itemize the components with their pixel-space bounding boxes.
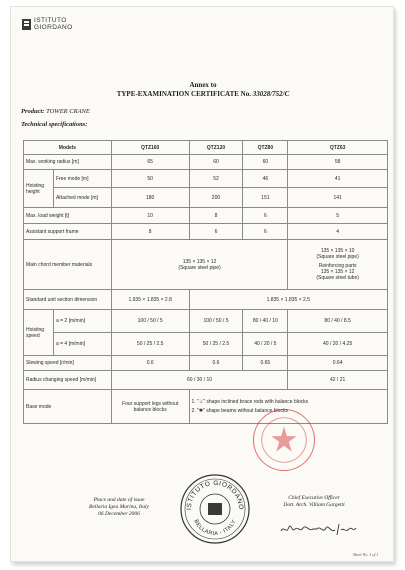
- cell: 40 / 20 / 4.25: [288, 333, 388, 356]
- table-row: [24, 240, 388, 290]
- logo-line-2: GIORDANO: [34, 24, 73, 31]
- cell: 65: [111, 155, 189, 170]
- header-qtz63: QTZ63: [288, 141, 388, 155]
- row-label: Radius changing speed [m/min]: [24, 371, 112, 390]
- red-stamp: [253, 409, 315, 471]
- cell: 42 / 21: [288, 371, 388, 390]
- cell: 151: [243, 188, 288, 208]
- cell: 100 / 50 / 5: [111, 310, 189, 333]
- cell: 0.6: [189, 356, 243, 371]
- cell: 4: [288, 224, 388, 240]
- istituto-giordano-logo: [22, 17, 73, 31]
- seal-top-text: ISTITUTO GIORDANO: [185, 479, 245, 511]
- cell-line: (Square steel pipe): [178, 264, 221, 271]
- row-label: Base mode: [24, 390, 112, 424]
- header-qtz160: QTZ160: [111, 141, 189, 155]
- cell: Four support legs without balance blocks: [111, 390, 189, 424]
- table-row: [24, 333, 388, 356]
- cell: 8: [111, 224, 189, 240]
- cell: 50 / 25 / 2.5: [189, 333, 243, 356]
- cell: 60: [189, 155, 243, 170]
- row-label: Hoisting height: [24, 170, 54, 208]
- cell: 5: [288, 208, 388, 224]
- spec-table: [23, 140, 388, 424]
- cell-line: 1. "⊥" shape inclined brace rods with balance blocks: [191, 399, 309, 405]
- certificate-page: [10, 6, 394, 562]
- signatory-title: Chief Executive Officer: [288, 495, 340, 501]
- istituto-giordano-seal: [179, 473, 251, 545]
- cell: 0.6: [111, 356, 189, 371]
- table-row: [24, 390, 388, 424]
- cell: 46: [243, 170, 288, 188]
- handwritten-signature: [279, 521, 359, 537]
- cell: 0.65: [243, 356, 288, 371]
- header-qtz80: QTZ80: [243, 141, 288, 155]
- row-label: Hoisting speed: [24, 310, 54, 356]
- row-label: Main chord member materials: [24, 240, 112, 290]
- row-label: Assistant support frame: [24, 224, 112, 240]
- certificate-number: 33028/752/C: [252, 90, 290, 98]
- product-line: [21, 108, 90, 115]
- cell: 100 / 50 / 5: [189, 310, 243, 333]
- header-models: Models: [24, 141, 112, 155]
- row-label: Standard unit section dimension: [24, 290, 112, 310]
- cell: 0.64: [288, 356, 388, 371]
- table-row: [24, 155, 388, 170]
- table-row: [24, 188, 388, 208]
- date: 06 December 2006: [98, 511, 140, 517]
- cell: 41: [288, 170, 388, 188]
- logo-line-1: ISTITUTO: [34, 17, 67, 24]
- table-row: [24, 224, 388, 240]
- cell: 8: [189, 208, 243, 224]
- table-row: [24, 310, 388, 333]
- row-sublabel: Attached mode [m]: [53, 188, 111, 208]
- seal-bottom-text: BELLARIA - ITALY: [192, 518, 238, 538]
- cell: 6: [189, 224, 243, 240]
- cell-line: 2. "✱" shape beams without balance blocks: [191, 408, 288, 414]
- cell-line: 135 × 135 × 12: [320, 269, 355, 275]
- table-row: [24, 356, 388, 371]
- cell: 52: [189, 170, 243, 188]
- merged-cell: [111, 240, 287, 290]
- merged-cell: 60 / 30 / 10: [111, 371, 287, 390]
- cell: 80 / 40 / 8.5: [288, 310, 388, 333]
- cell-line: Reinforcing parts: [318, 263, 357, 269]
- cell: 60: [243, 155, 288, 170]
- place-date-label: Place and date of issue: [93, 497, 145, 503]
- sheet-number: Sheet No. 1 of 1: [353, 552, 379, 557]
- merged-cell: 1.835 × 1.835 × 2.5: [189, 290, 387, 310]
- table-row: [24, 290, 388, 310]
- header-qtz120: QTZ120: [189, 141, 243, 155]
- row-sublabel: a = 2 [m/min]: [53, 310, 111, 333]
- row-sublabel: a = 4 [m/min]: [53, 333, 111, 356]
- cell: 6: [243, 208, 288, 224]
- product-value: TOWER CRANE: [46, 108, 90, 115]
- table-header-row: [24, 141, 388, 155]
- signatory-name: Dott. Arch. Villiam Gargetti: [283, 502, 345, 508]
- place-date-block: [69, 497, 169, 518]
- cell-line: 135 × 135 × 10: [320, 248, 355, 254]
- row-sublabel: Free mode [m]: [53, 170, 111, 188]
- cell: 58: [288, 155, 388, 170]
- cell: 200: [189, 188, 243, 208]
- cell: 10: [111, 208, 189, 224]
- certificate-title: [11, 90, 395, 98]
- certificate-title-prefix: TYPE-EXAMINATION CERTIFICATE No.: [116, 90, 251, 98]
- row-label: Max. working radius [m]: [24, 155, 112, 170]
- cell: 6: [243, 224, 288, 240]
- cell: [288, 240, 388, 290]
- table-row: [24, 371, 388, 390]
- table-row: [24, 170, 388, 188]
- cell-line: (Square steel pipe): [316, 254, 359, 260]
- technical-specifications-label: Technical specifications:: [21, 121, 88, 128]
- cell-line: (Square steel tube): [316, 275, 359, 281]
- cell: 180: [111, 188, 189, 208]
- cell: 1.935 × 1.835 × 2.8: [111, 290, 189, 310]
- cell: 40 / 20 / 5: [243, 333, 288, 356]
- logo-mark-icon: [22, 19, 31, 30]
- cell: 50: [111, 170, 189, 188]
- cell: 50 / 25 / 2.5: [111, 333, 189, 356]
- place: Bellaria Igea Marina, Italy: [89, 504, 149, 510]
- cell: 80 / 40 / 10: [243, 310, 288, 333]
- product-label: Product:: [21, 108, 45, 115]
- table-row: [24, 208, 388, 224]
- annex-heading: Annex to: [189, 81, 217, 89]
- cell: 141: [288, 188, 388, 208]
- signatory-block: [259, 495, 369, 509]
- row-label: Max. load weight [t]: [24, 208, 112, 224]
- cell-line: 135 × 135 × 12: [182, 258, 217, 265]
- row-label: Slewing speed [r/min]: [24, 356, 112, 371]
